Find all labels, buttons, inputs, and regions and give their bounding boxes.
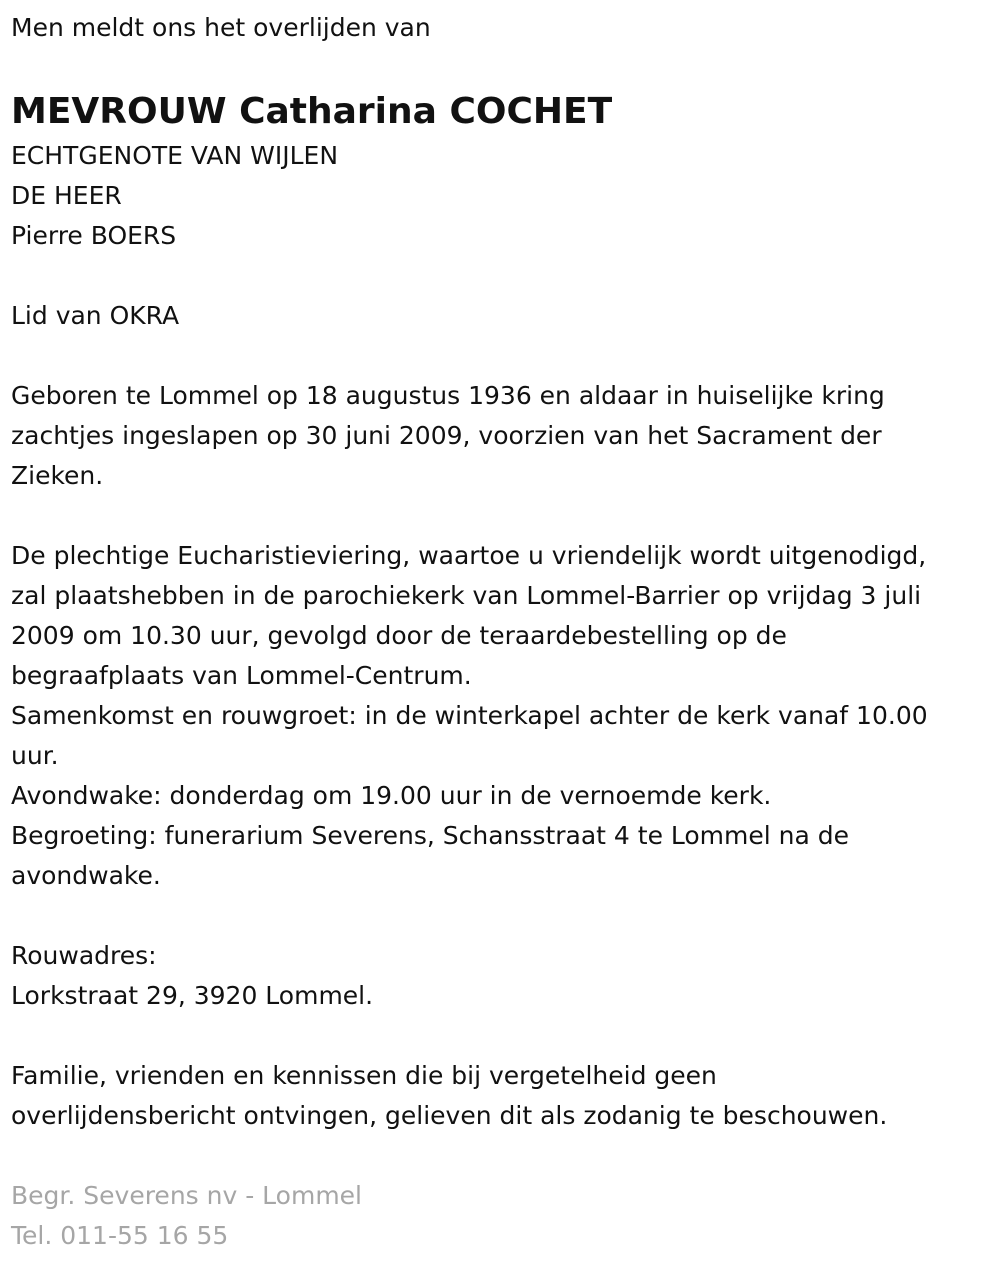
- paragraph-line: Geboren te Lommel op 18 augustus 1936 en aldaar in huiselijke kring: [11, 381, 885, 410]
- membership-text: Lid van OKRA: [11, 301, 180, 330]
- paragraph-line: overlijdensbericht ontvingen, gelieven dit als zodanig te beschouwen.: [11, 1101, 888, 1130]
- paragraph-line: De plechtige Eucharistieviering, waartoe u vriendelijk wordt uitgenodigd,: [11, 541, 927, 570]
- birth-death-paragraph: [11, 376, 1000, 496]
- address-value: Lorkstraat 29, 3920 Lommel.: [11, 981, 374, 1010]
- paragraph-line: avondwake.: [11, 861, 161, 890]
- paragraph-line: begraafplaats van Lommel-Centrum.: [11, 661, 472, 690]
- paragraph-line: Zieken.: [11, 461, 104, 490]
- paragraph-line: zal plaatshebben in de parochiekerk van Lommel-Barrier op vrijdag 3 juli: [11, 581, 922, 610]
- intro-text: Men meldt ons het overlijden van: [11, 13, 431, 42]
- mourning-address: [11, 936, 1000, 1016]
- family-paragraph: [11, 1056, 1000, 1136]
- paragraph-line: Samenkomst en rouwgroet: in de winterkapel achter de kerk vanaf 10.00: [11, 701, 928, 730]
- ceremony-paragraph: [11, 536, 1000, 896]
- paragraph-line: zachtjes ingeslapen op 30 juni 2009, voorzien van het Sacrament der: [11, 421, 882, 450]
- paragraph-line: Begroeting: funerarium Severens, Schansstraat 4 te Lommel na de: [11, 821, 850, 850]
- funeral-home-footer: [11, 1176, 1000, 1256]
- paragraph-line: Avondwake: donderdag om 19.00 uur in de vernoemde kerk.: [11, 781, 772, 810]
- paragraph-line: Familie, vrienden en kennissen die bij vergetelheid geen: [11, 1061, 717, 1090]
- funeral-home-phone: Tel. 011-55 16 55: [11, 1221, 229, 1250]
- address-label: Rouwadres:: [11, 941, 157, 970]
- spouse-line: DE HEER: [11, 181, 122, 210]
- funeral-home-name: Begr. Severens nv - Lommel: [11, 1181, 363, 1210]
- paragraph-line: uur.: [11, 741, 59, 770]
- spouse-line: ECHTGENOTE VAN WIJLEN: [11, 141, 339, 170]
- paragraph-line: 2009 om 10.30 uur, gevolgd door de teraardebestelling op de: [11, 621, 787, 650]
- spouse-line: Pierre BOERS: [11, 221, 177, 250]
- deceased-name: MEVROUW Catharina COCHET: [11, 91, 613, 132]
- spouse-block: [11, 136, 1000, 256]
